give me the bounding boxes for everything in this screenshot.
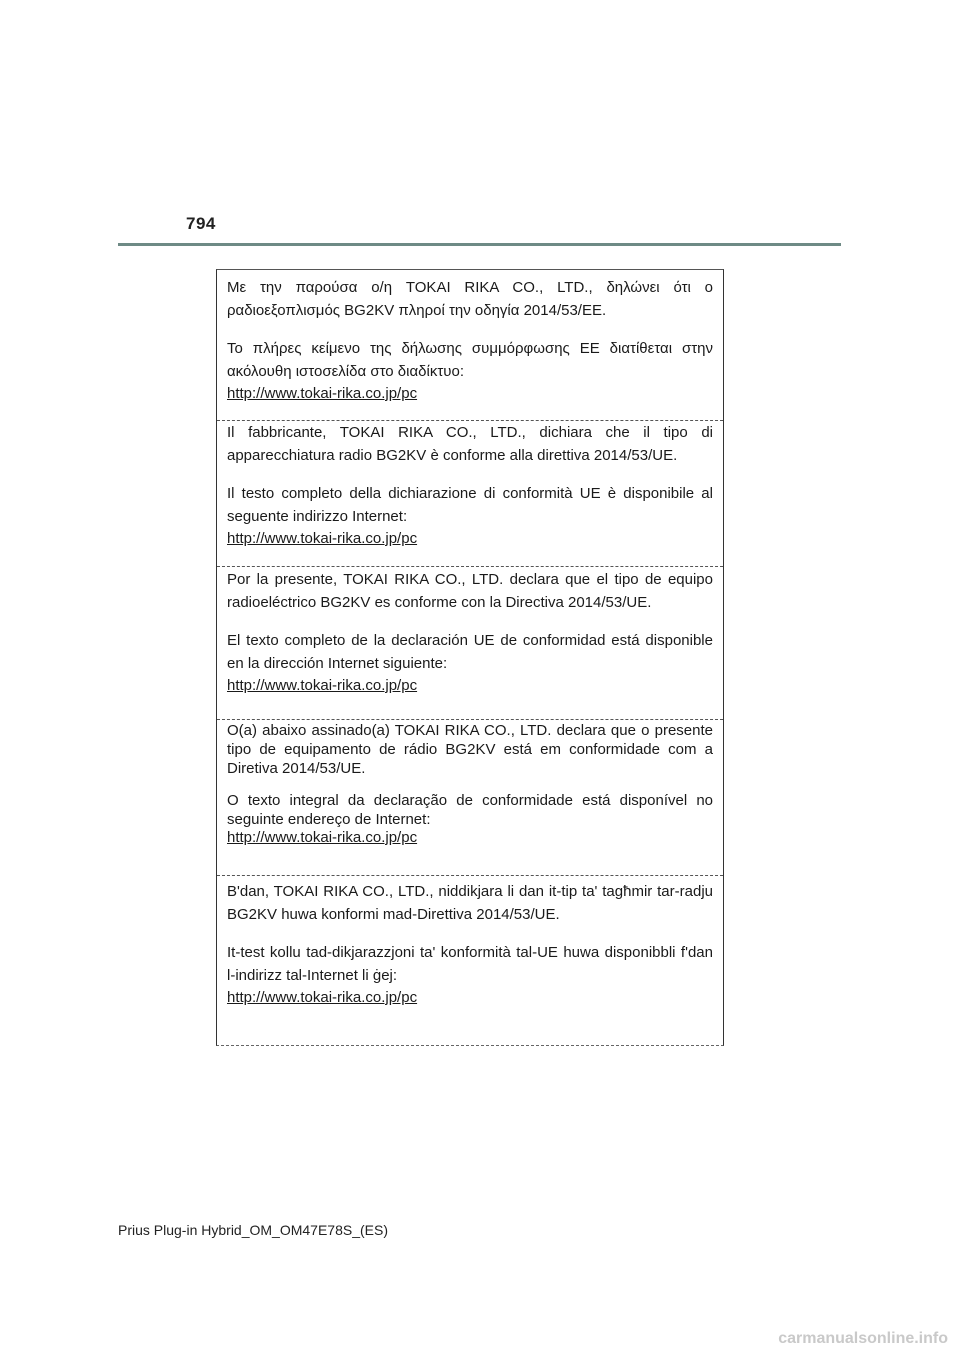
declaration-statement: Με την παρούσα ο/η TOKAI RIKA CO., LTD., δηλώνει ότι ο ραδιοεξοπλισμός BG2KV πληροί την οδηγία 2014/53/ΕΕ.	[227, 279, 713, 319]
declaration-box	[216, 269, 724, 1046]
declaration-link[interactable]: http://www.tokai-rika.co.jp/pc	[227, 989, 418, 1006]
declaration-availability: Το πλήρες κείμενο της δήλωσης συμμόρφωσης ΕΕ διατίθεται στην ακόλουθη ιστοσελίδα στο διαδίκτυο:	[227, 340, 713, 380]
declaration-statement: O(a) abaixo assinado(a) TOKAI RIKA CO., LTD. declara que o presente tipo de equipamento de rádio BG2KV está em conformidade com a Diretiva 2014/53/UE.	[227, 722, 713, 777]
declaration-availability: Il testo completo della dichiarazione di conformità UE è disponibile al seguente indirizzo Internet:	[227, 485, 713, 525]
section-divider	[217, 566, 723, 567]
declaration-link[interactable]: http://www.tokai-rika.co.jp/pc	[227, 677, 418, 694]
header-rule	[118, 243, 841, 246]
declaration-link[interactable]: http://www.tokai-rika.co.jp/pc	[227, 530, 418, 547]
declaration-statement: Il fabbricante, TOKAI RIKA CO., LTD., dichiara che il tipo di apparecchiatura radio BG2KV è conforme alla direttiva 2014/53/UE.	[227, 424, 713, 464]
declaration-link[interactable]: http://www.tokai-rika.co.jp/pc	[227, 829, 418, 846]
watermark: carmanualsonline.info	[778, 1330, 948, 1347]
section-divider	[217, 719, 723, 720]
declaration-greek	[217, 276, 723, 405]
declaration-availability: O texto integral da declaração de conformidade está disponível no seguinte endereço de Internet:	[227, 792, 713, 828]
declaration-availability: It-test kollu tad-dikjarazzjoni ta' konformità tal-UE huwa disponibbli f'dan l-indirizz tal-Internet li ġej:	[227, 944, 713, 984]
section-divider	[217, 875, 723, 876]
declaration-statement: Por la presente, TOKAI RIKA CO., LTD. declara que el tipo de equipo radioeléctrico BG2KV es conforme con la Directiva 2014/53/UE.	[227, 571, 713, 611]
declaration-portuguese	[217, 721, 723, 847]
declaration-statement: B'dan, TOKAI RIKA CO., LTD., niddikjara li dan it-tip ta' tagħmir tar-radju BG2KV huwa konformi mad-Direttiva 2014/53/UE.	[227, 883, 713, 923]
declaration-maltese	[217, 880, 723, 1009]
declaration-link[interactable]: http://www.tokai-rika.co.jp/pc	[227, 385, 418, 402]
declaration-italian	[217, 421, 723, 550]
document-footer: Prius Plug-in Hybrid_OM_OM47E78S_(ES)	[118, 1222, 388, 1238]
declaration-availability: El texto completo de la declaración UE de conformidad está disponible en la dirección Internet siguiente:	[227, 632, 713, 672]
page-number: 794	[186, 214, 216, 233]
declaration-spanish	[217, 568, 723, 697]
